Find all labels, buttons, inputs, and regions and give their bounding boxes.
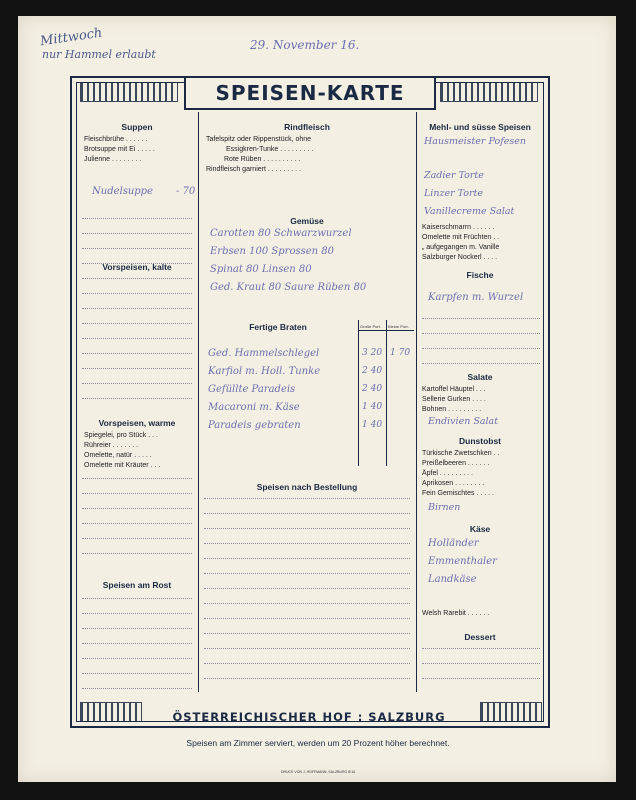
kaese-hand-3: Landkäse — [428, 574, 477, 585]
writing-line-right — [422, 678, 540, 679]
menu-title: SPEISEN-KARTE — [215, 81, 405, 105]
item-welsh-rarebit: Welsh Rarebit . . . . . . — [422, 610, 490, 617]
handwritten-suppe-price: - 70 — [176, 186, 196, 197]
handwritten-suppe-name: Nudelsuppe — [92, 186, 154, 197]
writing-line-left — [82, 538, 192, 539]
braten-2-price: 2 40 — [362, 366, 383, 376]
writing-line-right — [422, 363, 540, 364]
writing-line-middle — [204, 543, 410, 544]
writing-line-left — [82, 673, 192, 674]
braten-4-price: 1 40 — [362, 402, 383, 412]
dunst-hand-1: Birnen — [428, 502, 461, 513]
ornament-right — [440, 82, 538, 102]
writing-line-middle — [204, 588, 410, 589]
heading-kaese: Käse — [469, 524, 491, 534]
item-rind-2: Essigkren-Tunke . . . . . . . . . — [226, 146, 314, 153]
heading-suppen: Suppen — [121, 122, 153, 132]
writing-line-left — [82, 643, 192, 644]
item-dunst-3: Äpfel . . . . . . . . . — [422, 470, 473, 477]
fische-hand-1: Karpfen m. Wurzel — [428, 292, 524, 303]
heading-speisen-am-rost: Speisen am Rost — [102, 580, 172, 590]
writing-line-left — [82, 368, 192, 369]
writing-line-middle — [204, 663, 410, 664]
item-mehl-3: „ aufgegangen m. Vanille — [422, 244, 500, 251]
divider-right — [416, 112, 417, 692]
heading-dunstobst: Dunstobst — [458, 436, 502, 446]
item-mehl-2: Omelette mit Früchten . . — [422, 234, 500, 241]
writing-line-middle — [204, 498, 410, 499]
writing-line-left — [82, 523, 192, 524]
writing-line-left — [82, 613, 192, 614]
mehl-hand-2: Zadier Torte — [424, 170, 484, 181]
handwritten-gemuese-3: Spinat 80 Linsen 80 — [210, 264, 312, 275]
item-dunst-2: Preißelbeeren . . . . . . — [422, 460, 490, 467]
item-warme-4: Omelette mit Kräuter . . . — [84, 462, 161, 469]
printer-imprint: DRUCK VON J. HOFFMANN, SALZBURG 8/16 — [280, 770, 356, 774]
braten-4-name: Macaroni m. Käse — [208, 402, 300, 413]
writing-line-left — [82, 218, 192, 219]
writing-line-right — [422, 663, 540, 664]
writing-line-middle — [204, 603, 410, 604]
writing-line-middle — [204, 573, 410, 574]
writing-line-left — [82, 478, 192, 479]
item-warme-1: Spiegelei, pro Stück . . . — [84, 432, 158, 439]
salat-hand-1: Endivien Salat — [428, 416, 499, 427]
writing-line-right — [422, 333, 540, 334]
footer-ornament-left — [80, 702, 142, 722]
item-salat-1: Kartoffel Häuptel . . . — [422, 386, 486, 393]
writing-line-left — [82, 278, 192, 279]
handwritten-note: nur Hammel erlaubt — [42, 48, 156, 61]
menu-frame — [70, 76, 550, 728]
writing-line-left — [82, 398, 192, 399]
writing-line-left — [82, 233, 192, 234]
writing-line-left — [82, 383, 192, 384]
item-salat-2: Sellerie Gurken . . . . — [422, 396, 486, 403]
ornament-left — [80, 82, 178, 102]
item-suppe-3: Julienne . . . . . . . . — [84, 156, 142, 163]
heading-mehlspeisen: Mehl- und süsse Speisen — [429, 122, 531, 132]
writing-line-middle — [204, 513, 410, 514]
braten-head-rule — [358, 330, 414, 331]
item-suppe-1: Fleischbrühe . . . . . . — [84, 136, 148, 143]
writing-line-middle — [204, 633, 410, 634]
handwritten-date: 29. November 16. — [250, 38, 360, 52]
mehl-hand-3: Linzer Torte — [424, 188, 483, 199]
writing-line-middle — [204, 528, 410, 529]
menu-title-box — [184, 76, 436, 110]
writing-line-left — [82, 338, 192, 339]
writing-line-left — [82, 293, 192, 294]
writing-line-left — [82, 248, 192, 249]
writing-line-left — [82, 353, 192, 354]
writing-line-left — [82, 263, 192, 264]
writing-line-left — [82, 553, 192, 554]
item-suppe-2: Brotsuppe mit Ei . . . . . — [84, 146, 155, 153]
handwritten-gemuese-2: Erbsen 100 Sprossen 80 — [210, 246, 334, 257]
braten-3-price: 2 40 — [362, 384, 383, 394]
braten-1-small: 1 70 — [390, 348, 411, 358]
writing-line-middle — [204, 678, 410, 679]
writing-line-left — [82, 308, 192, 309]
footer-title: ÖSTERREICHISCHER HOF : SALZBURG — [172, 710, 446, 724]
item-salat-3: Bohnen . . . . . . . . . — [422, 406, 482, 413]
writing-line-right — [422, 648, 540, 649]
mehl-hand-1: Hausmeister Pofesen — [424, 136, 526, 147]
heading-vorspeisen-warme: Vorspeisen, warme — [98, 418, 176, 428]
braten-3-name: Gefüllte Paradeis — [208, 384, 296, 395]
writing-line-left — [82, 598, 192, 599]
braten-col-line-1 — [358, 320, 359, 466]
handwritten-day: Mittwoch — [39, 25, 104, 50]
kaese-hand-2: Emmenthaler — [428, 556, 497, 567]
writing-line-middle — [204, 618, 410, 619]
item-dunst-5: Fein Gemischtes . . . . . — [422, 490, 494, 497]
braten-1-price: 3 20 — [362, 348, 383, 358]
heading-salate: Salate — [467, 372, 493, 382]
surcharge-note: Speisen am Zimmer serviert, werden um 20 Prozent höher berechnet. — [186, 738, 450, 748]
braten-1-name: Ged. Hammelschlegel — [208, 348, 320, 359]
item-rind-4: Rindfleisch garniert . . . . . . . . . — [206, 166, 301, 173]
writing-line-middle — [204, 558, 410, 559]
heading-dessert: Dessert — [464, 632, 496, 642]
kaese-hand-1: Holländer — [428, 538, 479, 549]
handwritten-gemuese-1: Carotten 80 Schwarzwurzel — [210, 228, 352, 239]
item-rind-1: Tafelspitz oder Rippenstück, ohne — [206, 136, 312, 143]
mehl-hand-4: Vanillecreme Salat — [424, 206, 515, 217]
writing-line-left — [82, 628, 192, 629]
heading-speisen-nach-bestellung: Speisen nach Bestellung — [256, 482, 358, 492]
heading-gemuese: Gemüse — [290, 216, 324, 226]
item-rind-3: Rote Rüben . . . . . . . . . . — [224, 156, 301, 163]
footer-title-box — [146, 706, 472, 728]
item-dunst-4: Aprikosen . . . . . . . . — [422, 480, 485, 487]
braten-col-head-large: Große Port. — [360, 324, 381, 329]
braten-col-line-2 — [386, 320, 387, 466]
writing-line-left — [82, 658, 192, 659]
heading-vorspeisen-kalte: Vorspeisen, kalte — [102, 262, 172, 272]
writing-line-left — [82, 508, 192, 509]
item-warme-2: Rühreier . . . . . . . — [84, 442, 139, 449]
braten-5-price: 1 40 — [362, 420, 383, 430]
braten-5-name: Paradeis gebraten — [208, 420, 301, 431]
footer-ornament-right — [480, 702, 542, 722]
divider-left — [198, 112, 199, 692]
item-mehl-1: Kaiserschmarrn . . . . . . — [422, 224, 495, 231]
item-dunst-1: Türkische Zwetschken . . — [422, 450, 500, 457]
writing-line-left — [82, 323, 192, 324]
item-warme-3: Omelette, natür . . . . . — [84, 452, 152, 459]
braten-col-head-small: Kleine Port. — [388, 324, 409, 329]
writing-line-left — [82, 688, 192, 689]
heading-fische: Fische — [466, 270, 494, 280]
writing-line-right — [422, 318, 540, 319]
braten-2-name: Karfiol m. Holl. Tunke — [208, 366, 321, 377]
handwritten-gemuese-4: Ged. Kraut 80 Saure Rüben 80 — [210, 282, 367, 293]
writing-line-right — [422, 348, 540, 349]
writing-line-left — [82, 493, 192, 494]
writing-line-middle — [204, 648, 410, 649]
heading-rindfleisch: Rindfleisch — [284, 122, 330, 132]
heading-fertige-braten: Fertige Braten — [249, 322, 307, 332]
item-mehl-4: Salzburger Nockerl . . . . — [422, 254, 498, 261]
